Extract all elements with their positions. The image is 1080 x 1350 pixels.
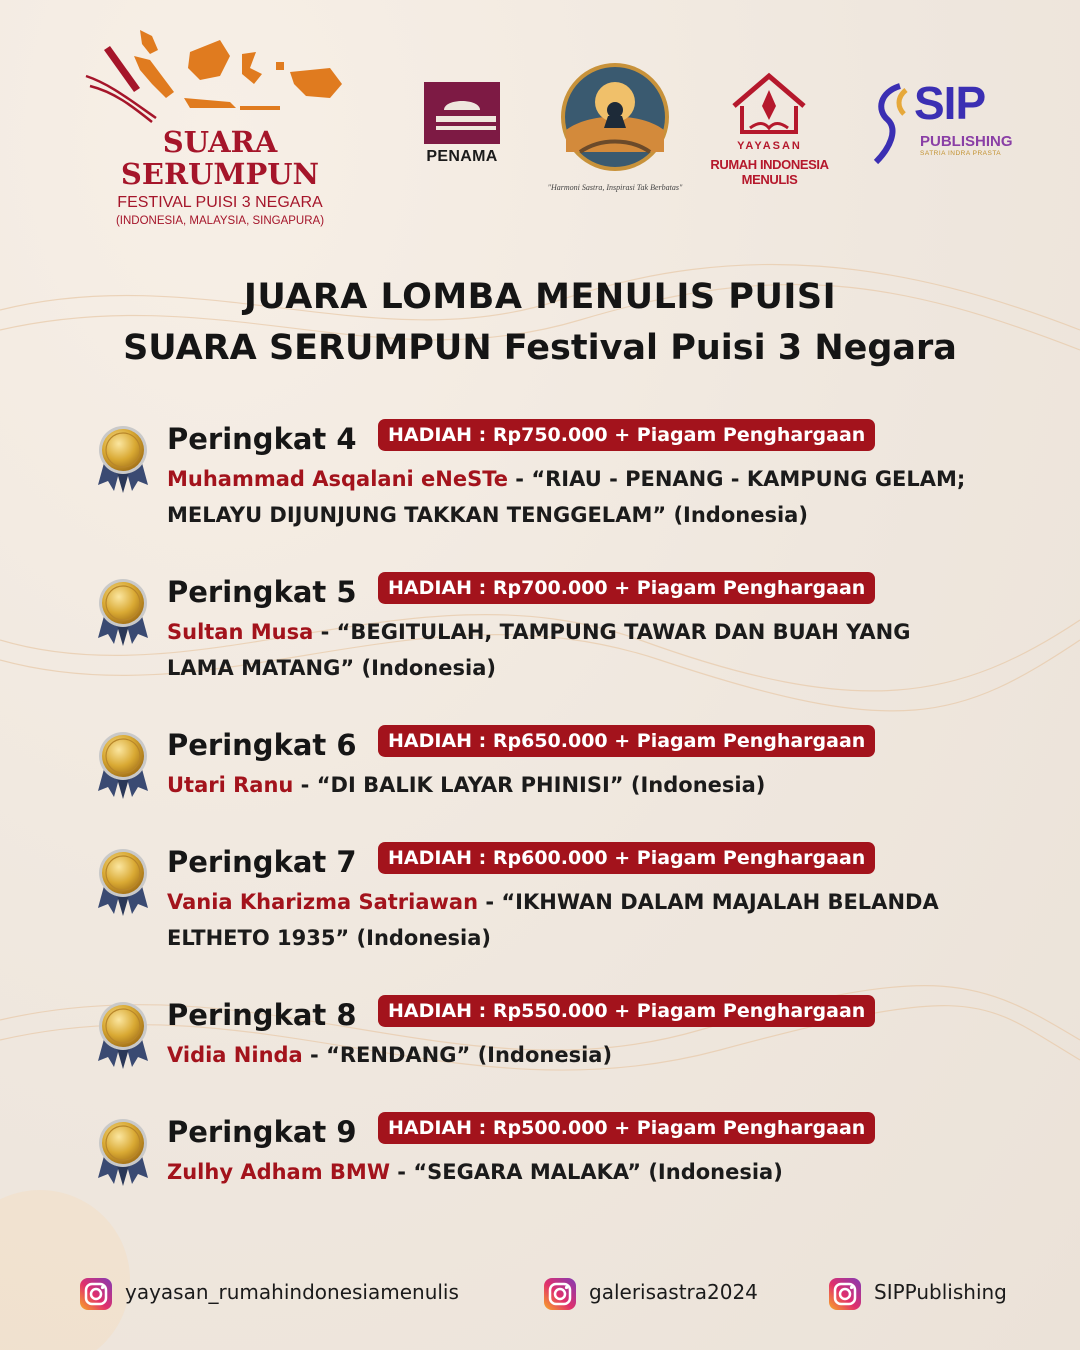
instagram-icon xyxy=(543,1277,577,1311)
medal-icon xyxy=(96,848,150,916)
winner-entry xyxy=(0,728,1080,851)
entry-line2: LAMA MATANG” (Indonesia) xyxy=(167,656,496,680)
author-name: Utari Ranu xyxy=(167,773,294,797)
entry-line1 xyxy=(167,767,1047,803)
prize-badge: HADIAH : Rp650.000 + Piagam Penghargaan xyxy=(378,725,875,757)
suara-serumpun-countries: (INDONESIA, MALAYSIA, SINGAPURA) xyxy=(115,215,325,227)
social-link-sippublishing[interactable] xyxy=(828,1277,1033,1311)
instagram-icon xyxy=(828,1277,862,1311)
entry-line2: MELAYU DIJUNJUNG TAKKAN TENGGELAM” (Indonesia) xyxy=(167,503,808,527)
suara-serumpun-title-line2: SERUMPUN xyxy=(120,157,320,191)
entry-line2: ELTHETO 1935” (Indonesia) xyxy=(167,926,492,950)
winner-entry xyxy=(0,998,1080,1121)
social-handle: galerisastra2024 xyxy=(589,1280,758,1304)
sip-swoosh-icon xyxy=(870,80,914,170)
entry-line1 xyxy=(167,614,1047,650)
page-title-line2: SUARA SERUMPUN Festival Puisi 3 Negara xyxy=(123,328,957,368)
author-name: Vania Kharizma Satriawan xyxy=(167,890,479,914)
winner-entry xyxy=(0,575,1080,698)
galeri-sastra-tagline: "Harmoni Sastra, Inspirasi Tak Berbatas" xyxy=(547,183,683,192)
rank-label: Peringkat 9 xyxy=(167,1115,357,1149)
prize-badge: HADIAH : Rp500.000 + Piagam Penghargaan xyxy=(378,1112,875,1144)
suara-serumpun-title-line1: SUARA xyxy=(162,125,278,159)
rank-label: Peringkat 4 xyxy=(167,422,357,456)
prize-badge: HADIAH : Rp550.000 + Piagam Penghargaan xyxy=(378,995,875,1027)
social-link-galerisastra[interactable] xyxy=(543,1277,783,1311)
poem-title: - “DI BALIK LAYAR PHINISI” (Indonesia) xyxy=(293,773,766,797)
indonesia-map-icon xyxy=(80,22,360,132)
penama-label: PENAMA xyxy=(426,148,498,165)
poem-title: - “SEGARA MALAKA” (Indonesia) xyxy=(390,1160,783,1184)
entry-line1 xyxy=(167,1154,1047,1190)
social-handle: yayasan_rumahindonesiamenulis xyxy=(125,1280,459,1304)
penama-logo xyxy=(414,80,510,170)
social-handle: SIPPublishing xyxy=(874,1280,1007,1304)
instagram-icon xyxy=(79,1277,113,1311)
house-pen-icon xyxy=(692,70,847,138)
poem-title: - “RIAU - PENANG - KAMPUNG GELAM; xyxy=(508,467,966,491)
author-name: Sultan Musa xyxy=(167,620,314,644)
entry-line1 xyxy=(167,1037,1047,1073)
rank-label: Peringkat 8 xyxy=(167,998,357,1032)
sip-big-label: SIP xyxy=(914,77,986,129)
author-name: Zulhy Adham BMW xyxy=(167,1160,390,1184)
page-title-line1: JUARA LOMBA MENULIS PUISI xyxy=(243,277,837,317)
rim-name-label: RUMAH INDONESIA MENULIS xyxy=(710,157,829,187)
rank-label: Peringkat 6 xyxy=(167,728,357,762)
medal-icon xyxy=(96,425,150,493)
medal-icon xyxy=(96,1118,150,1186)
winner-entry xyxy=(0,845,1080,968)
rumah-indonesia-menulis-logo xyxy=(692,70,847,187)
poem-title: - “IKHWAN DALAM MAJALAH BELANDA xyxy=(478,890,939,914)
rim-yayasan-label: YAYASAN xyxy=(737,140,802,152)
penama-emblem-icon xyxy=(414,80,510,146)
prize-badge: HADIAH : Rp750.000 + Piagam Penghargaan xyxy=(378,419,875,451)
medal-icon xyxy=(96,578,150,646)
rank-label: Peringkat 5 xyxy=(167,575,357,609)
poem-title: - “RENDANG” (Indonesia) xyxy=(302,1043,613,1067)
sip-publishing-logo xyxy=(870,77,1013,170)
sip-publishing-label: PUBLISHING xyxy=(920,133,1013,150)
winner-entry xyxy=(0,422,1080,545)
galeri-sastra-logo xyxy=(547,52,683,197)
suara-serumpun-subtitle: FESTIVAL PUISI 3 NEGARA xyxy=(117,194,323,211)
prize-badge: HADIAH : Rp700.000 + Piagam Penghargaan xyxy=(378,572,875,604)
rank-label: Peringkat 7 xyxy=(167,845,357,879)
poem-title: - “BEGITULAH, TAMPUNG TAWAR DAN BUAH YANG xyxy=(313,620,911,644)
social-link-rumahindonesiamenulis[interactable] xyxy=(79,1277,499,1311)
prize-badge: HADIAH : Rp600.000 + Piagam Penghargaan xyxy=(378,842,875,874)
galeri-sastra-emblem-icon xyxy=(550,52,680,182)
entry-line1 xyxy=(167,461,1047,497)
author-name: Vidia Ninda xyxy=(167,1043,303,1067)
winner-entry xyxy=(0,1115,1080,1238)
medal-icon xyxy=(96,1001,150,1069)
sip-subtitle-label: SATRIA INDRA PRASTA xyxy=(920,150,1002,157)
entry-line1 xyxy=(167,884,1047,920)
author-name: Muhammad Asqalani eNeSTe xyxy=(167,467,508,491)
medal-icon xyxy=(96,731,150,799)
suara-serumpun-logo xyxy=(80,22,360,237)
